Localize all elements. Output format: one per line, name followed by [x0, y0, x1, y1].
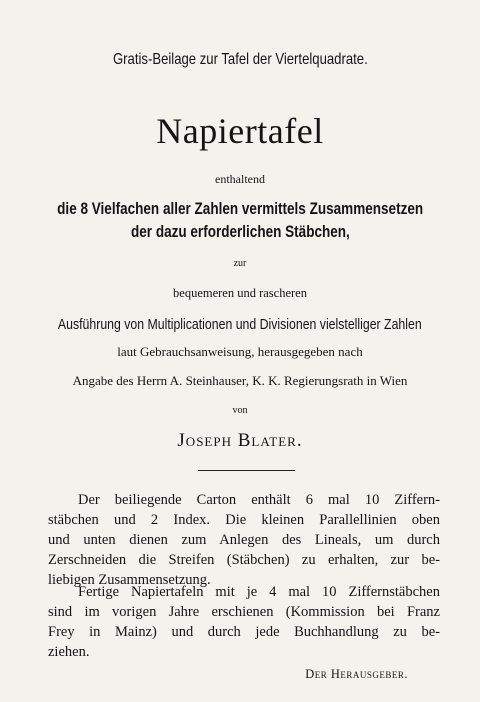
paragraph-line: und unten dienen zum Anlegen des Lineals, um durch: [48, 532, 440, 548]
paragraph-1: [48, 490, 440, 590]
description-line-1: die 8 Vielfachen aller Zahlen vermittels Zusammensetzen: [57, 200, 423, 218]
paragraph-line: Frey in Mainz) und durch jede Buchhandlung zu be-: [48, 624, 440, 640]
line-ausfuehrung: Ausführung von Multiplicationen und Divisionen vielstelliger Zahlen: [58, 316, 422, 333]
paragraph-line: stäbchen und 2 Index. Die kleinen Parallellinien oben: [48, 512, 440, 528]
signature: Der Herausgeber.: [305, 667, 408, 681]
header-line: Gratis-Beilage zur Tafel der Viertelquadrate.: [112, 51, 368, 68]
page-title: Napiertafel: [156, 111, 324, 151]
author-name: Joseph Blater.: [177, 430, 303, 451]
word-zur: zur: [233, 258, 247, 269]
paragraph-2: [48, 582, 440, 662]
paragraph-line: liebigen Zusammensetzung.: [48, 572, 211, 588]
line-angabe: Angabe des Herrn A. Steinhauser, K. K. Regierungsrath in Wien: [72, 373, 408, 388]
subtitle-enthaltend: enthaltend: [215, 172, 265, 186]
paragraph-line: Der beiliegende Carton enthält 6 mal 10 Ziffern-: [78, 492, 440, 508]
paragraph-line: Fertige Napiertafeln mit je 4 mal 10 Ziffernstäbchen: [78, 584, 440, 600]
word-von: von: [232, 405, 248, 416]
paragraph-line: ziehen.: [48, 644, 90, 660]
paragraph-line: Zerschneiden die Streifen (Stäbchen) zu erhalten, zur be-: [48, 552, 440, 568]
line-laut: laut Gebrauchsanweisung, herausgegeben nach: [117, 344, 363, 359]
divider-rule: [198, 470, 295, 471]
description-line-2: der dazu erforderlichen Stäbchen,: [130, 223, 350, 241]
paragraph-line: sind im vorigen Jahre erschienen (Kommission bei Franz: [48, 604, 440, 620]
line-bequemeren: bequemeren und rascheren: [173, 286, 307, 300]
